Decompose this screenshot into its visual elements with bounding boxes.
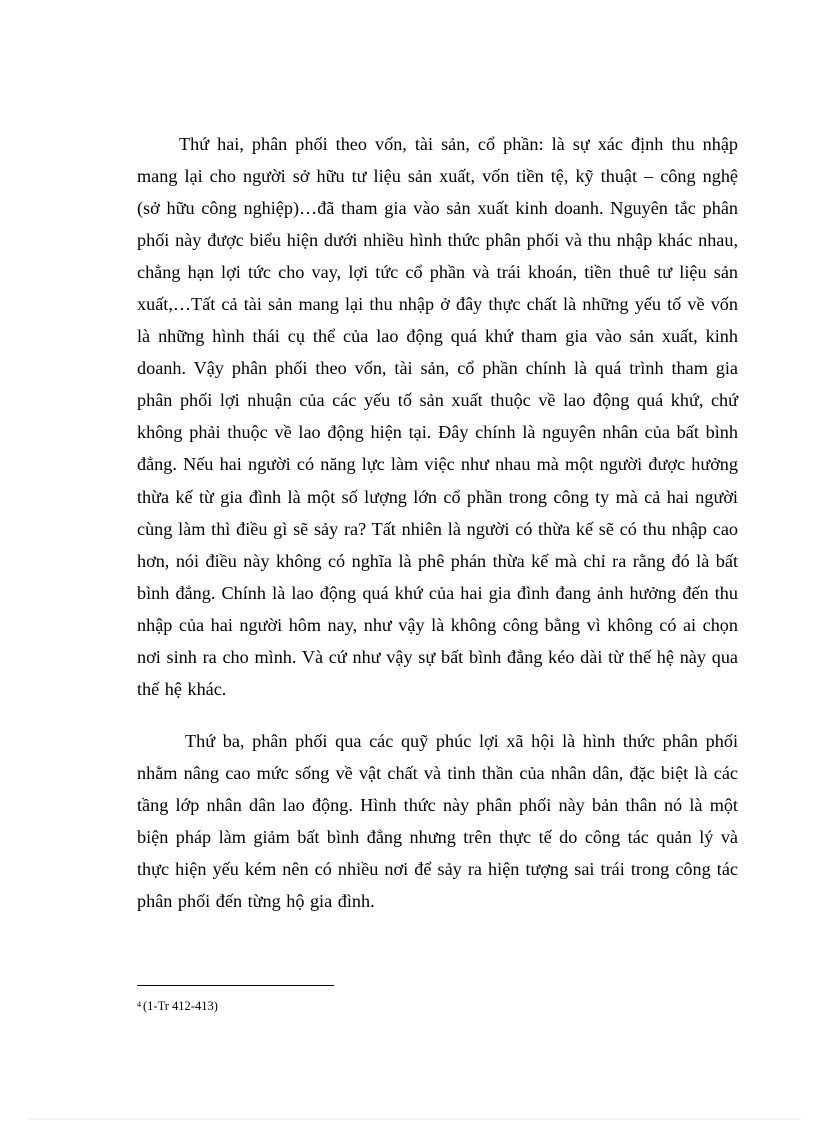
page-bottom-edge — [28, 1119, 802, 1120]
document-body — [137, 128, 738, 917]
footnote-separator — [137, 985, 334, 986]
footnote — [137, 997, 218, 1014]
footnote-marker: 4 — [137, 1000, 141, 1009]
footnote-text: (1-Tr 412-413) — [143, 999, 218, 1013]
paragraph-distribution-by-capital: Thứ hai, phân phối theo vốn, tài sản, cổ phần: là sự xác định thu nhập mang lại cho người sở hữu tư liệu sản xuất, vốn tiền tệ, kỹ thuật – công nghệ (sở hữu công nghiệp)…đã tham gia vào sản xuất kinh doanh. Nguyên tắc phân phối này được biểu hiện dưới nhiều hình thức phân phối và thu nhập khác nhau, chẳng hạn lợi tức cho vay, lợi tức cổ phần và trái khoán, tiền thuê tư liệu sản xuất,…Tất cả tài sản mang lại thu nhập ở đây thực chất là những yếu tố về vốn là những hình thái cụ thể của lao động quá khứ tham gia vào sản xuất, kinh doanh. Vậy phân phối theo vốn, tài sản, cổ phần chính là quá trình tham gia phân phối lợi nhuận của các yếu tố sản xuất thuộc về lao động quá khứ, chứ không phải thuộc về lao động hiện tại. Đây chính là nguyên nhân của bất bình đẳng. Nếu hai người có năng lực làm việc như nhau mà một người được hưởng thừa kế từ gia đình là một số lượng lớn cổ phần trong công ty mà cả hai người cùng làm thì điều gì sẽ sảy ra? Tất nhiên là người có thừa kế sẽ có thu nhập cao hơn, nói điều này không có nghĩa là phê phán thừa kế mà chỉ ra rằng đó là bất bình đẳng. Chính là lao động quá khứ của hai gia đình đang ảnh hưởng đến thu nhập của hai người hôm nay, như vậy là không công bằng vì không có ai chọn nơi sinh ra cho mình. Và cứ như vậy sự bất bình đẳng kéo dài từ thế hệ này qua thế hệ khác. — [137, 134, 738, 699]
paragraph-distribution-by-welfare-funds: Thứ ba, phân phối qua các quỹ phúc lợi xã hội là hình thức phân phối nhằm nâng cao mức sống về vật chất và tinh thần của nhân dân, đặc biệt là các tầng lớp nhân dân lao động. Hình thức này phân phối này bản thân nó là một biện pháp làm giảm bất bình đẳng nhưng trên thực tế do công tác quản lý và thực hiện yếu kém nên có nhiều nơi để sảy ra hiện tượng sai trái trong công tác phân phối đến từng hộ gia đình. — [137, 730, 738, 912]
